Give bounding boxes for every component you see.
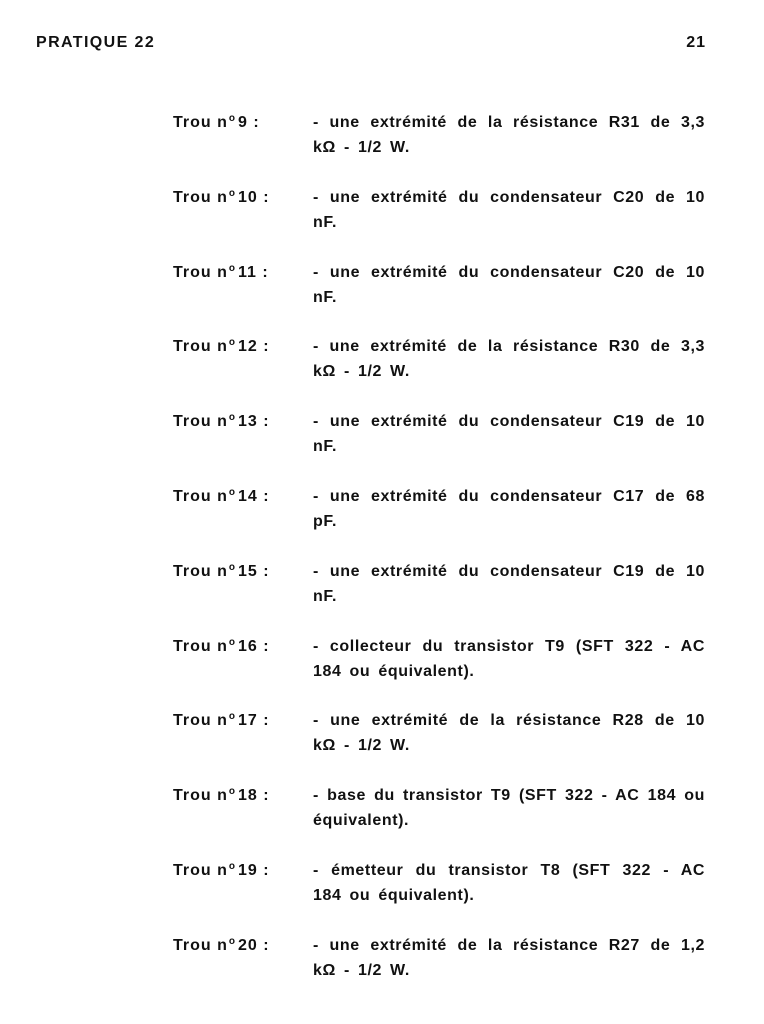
hole-prefix: Trou n [173,787,228,805]
hole-prefix: Trou n [173,637,228,655]
list-item [173,858,705,933]
hole-degree: o [228,486,236,498]
hole-prefix: Trou n [173,338,228,356]
hole-prefix: Trou n [173,712,228,730]
hole-number: 18 : [238,787,270,805]
hole-prefix: Trou n [173,263,228,281]
hole-number: 10 : [238,188,270,206]
hole-label [173,334,313,409]
hole-degree: o [228,711,236,723]
hole-description: - une extrémité du condensateur C19 de 10 nF. [313,562,705,605]
list-item [173,783,705,858]
hole-degree: o [228,412,236,424]
hole-prefix: Trou n [173,188,228,206]
hole-description: - une extrémité de la résistance R27 de 1,2 kΩ - 1/2 W. [313,936,705,979]
hole-degree: o [228,935,236,947]
hole-prefix: Trou n [173,562,228,580]
hole-degree: o [228,786,236,798]
hole-label [173,858,313,933]
hole-number: 15 : [238,562,270,580]
list-item [173,110,705,185]
hole-degree: o [228,337,236,349]
list-item [173,334,705,409]
page-number: 21 [686,34,706,51]
list-item [173,933,705,1008]
hole-number: 16 : [238,637,270,655]
list-item [173,708,705,783]
hole-prefix: Trou n [173,936,228,954]
hole-number: 17 : [238,712,270,730]
hole-label [173,634,313,709]
hole-label [173,409,313,484]
list-item [173,260,705,335]
hole-label [173,783,313,858]
hole-degree: o [228,113,236,124]
running-header [36,31,706,55]
hole-degree: o [228,860,236,872]
hole-label [173,708,313,783]
list-item [173,484,705,559]
running-title: PRATIQUE 22 [36,34,156,51]
hole-number: 20 : [238,936,270,954]
hole-description: - une extrémité du condensateur C17 de 68 pF. [313,487,705,530]
hole-number: 13 : [238,413,270,431]
hole-description: - base du transistor T9 (SFT 322 - AC 184 ou équivalent). [313,787,705,830]
hole-label [173,260,313,335]
hole-prefix: Trou n [173,487,228,505]
hole-degree: o [228,561,236,573]
list-item [173,409,705,484]
hole-label [173,185,313,260]
hole-number: 9 : [238,114,260,131]
hole-degree: o [228,636,236,648]
hole-number: 19 : [238,861,270,879]
hole-number: 11 : [238,263,269,281]
hole-description: - une extrémité de la résistance R28 de 10 kΩ - 1/2 W. [313,712,705,755]
hole-number: 14 : [238,487,270,505]
hole-description: - une extrémité de la résistance R31 de 3,3 kΩ - 1/2 W. [313,114,705,156]
hole-description: - une extrémité de la résistance R30 de 3,3 kΩ - 1/2 W. [313,338,705,381]
list-item [173,559,705,634]
hole-list [173,110,705,1008]
hole-label [173,559,313,634]
hole-description: - une extrémité du condensateur C19 de 10 nF. [313,413,705,456]
hole-description: - émetteur du transistor T8 (SFT 322 - AC 184 ou équivalent). [313,861,705,904]
hole-prefix: Trou n [173,413,228,431]
hole-label [173,933,313,1008]
hole-degree: o [228,262,236,274]
list-item [173,634,705,709]
hole-prefix: Trou n [173,861,228,879]
hole-label [173,484,313,559]
hole-description: - une extrémité du condensateur C20 de 10 nF. [313,188,705,231]
hole-label [173,110,313,185]
hole-description: - collecteur du transistor T9 (SFT 322 - AC 184 ou équivalent). [313,637,705,680]
hole-number: 12 : [238,338,270,356]
hole-description: - une extrémité du condensateur C20 de 10 nF. [313,263,705,306]
hole-degree: o [228,187,236,199]
hole-prefix: Trou n [173,114,228,131]
list-item [173,185,705,260]
